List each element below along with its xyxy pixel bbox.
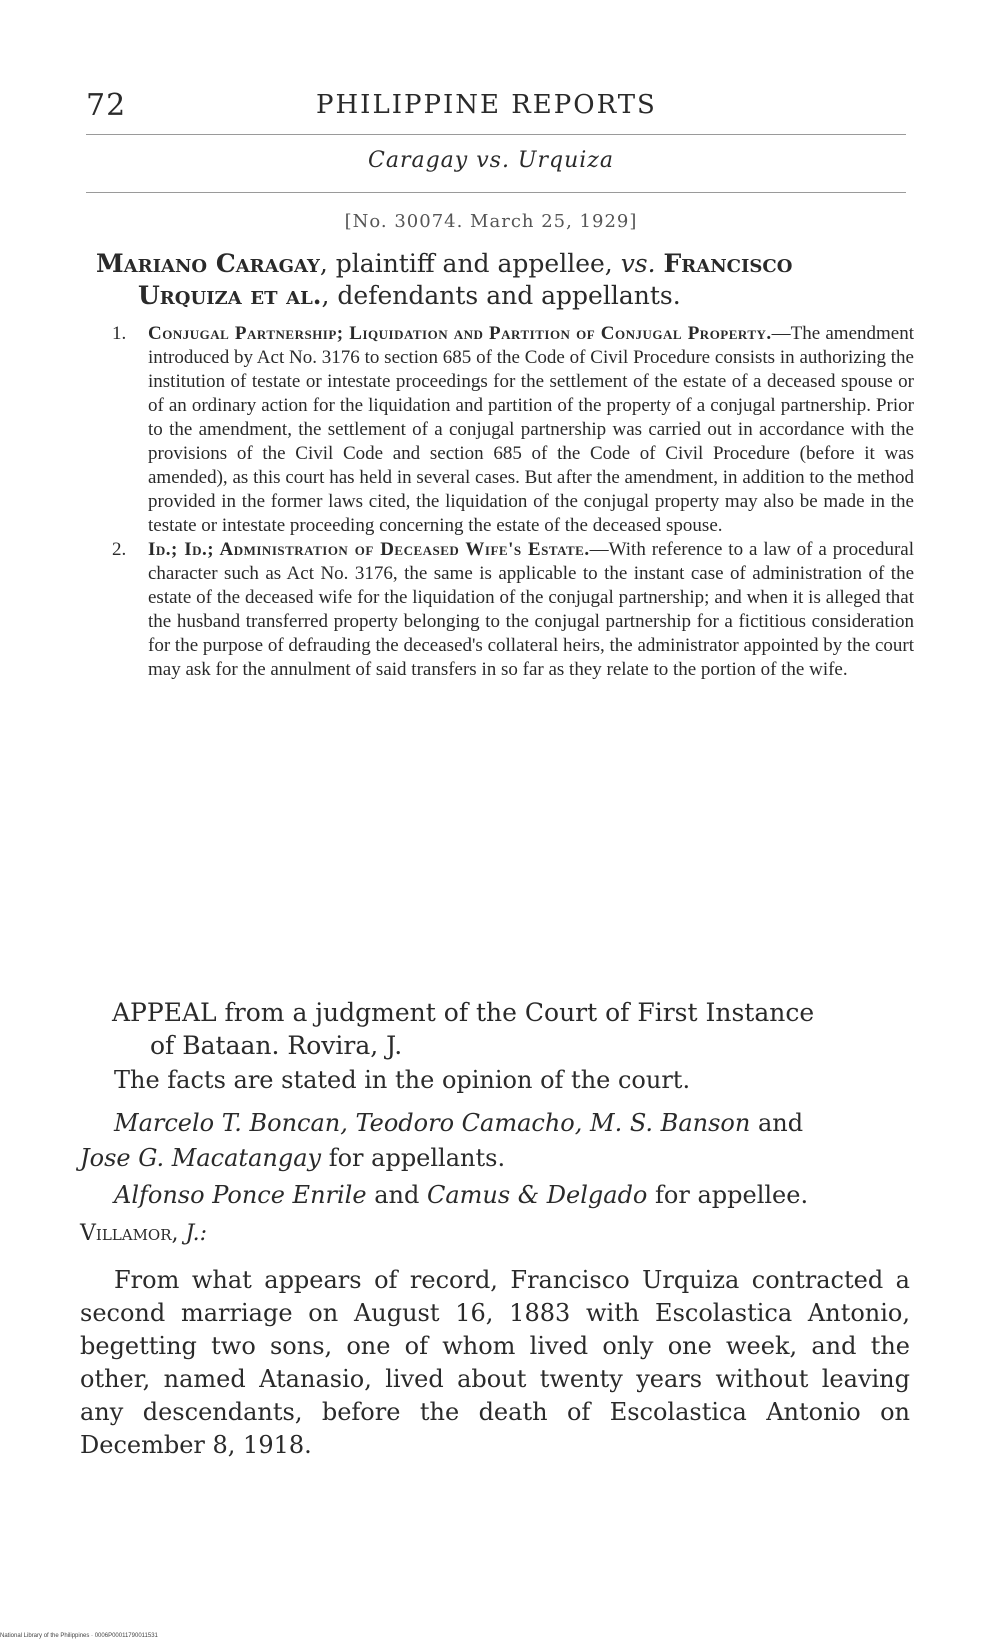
opinion-text: From what appears of record, Francisco Urquiza contracted a second marriage on August 16, 1883 with Escolastica Antonio, begetting two sons, one of whom lived only one week, and the other, named Atanasio, lived about twenty years without leaving any descendants, before the death of Escolastica Antonio on December 8, 1918. (80, 1266, 910, 1459)
appeal-line-2: of Bataan. Rovira, J. (150, 1031, 403, 1060)
running-head: PHILIPPINE REPORTS (316, 90, 657, 120)
author-suffix: J.: (185, 1221, 208, 1246)
appellant-counsel-role: for appellants. (321, 1144, 506, 1172)
facts-statement: The facts are stated in the opinion of the court. (114, 1066, 691, 1094)
syllabus-heading: Conjugal Partnership; Liquidation and Partition of Conjugal Property. (148, 323, 772, 344)
syllabus-number: 1. (112, 323, 127, 344)
page-number: 72 (86, 88, 127, 123)
syllabus-number: 2. (112, 539, 127, 560)
versus: vs. (620, 249, 656, 278)
opinion-author (80, 1221, 207, 1246)
page-header (86, 88, 906, 128)
defendant-role: , defendants and appellants. (321, 281, 681, 310)
syllabus-heading: Id.; Id.; Administration of Deceased Wife's Estate. (148, 539, 590, 560)
syllabus-item (84, 322, 914, 538)
author-name: Villamor, (80, 1221, 179, 1246)
appellee-counsel-role: for appellee. (647, 1181, 809, 1209)
defendant-surname: Urquiza et al. (138, 281, 322, 310)
appeal-line-1: APPEAL from a judgment of the Court of First Instance (112, 998, 815, 1027)
counsel-appellants (80, 1106, 912, 1176)
case-parties (96, 248, 906, 312)
appellant-counsel-and: and (750, 1109, 804, 1137)
appellant-counsel-name: Jose G. Macatangay (80, 1144, 322, 1172)
caption-rule (86, 192, 906, 193)
appellee-counsel-name-1: Alfonso Ponce Enrile (114, 1181, 367, 1209)
appellee-counsel-and: and (366, 1181, 427, 1209)
counsel-appellee (114, 1181, 914, 1209)
plaintiff-role: , plaintiff and appellee, (319, 249, 621, 278)
scan-footer: National Library of the Philippines · 0006P00011790011531 (0, 1633, 158, 1639)
defendant-first-name: Francisco (663, 249, 793, 278)
syllabus (84, 322, 914, 682)
header-rule (86, 134, 906, 135)
docket-line: [No. 30074. March 25, 1929] (344, 211, 638, 232)
syllabus-text: —The amendment introduced by Act No. 3176 to section 685 of the Code of Civil Procedure consists in authorizing the institution of testate or intestate proceedings for the settlement of the estate of a deceased spouse or of an ordinary action for the liquidation and partition of the property of a conjugal partnership. Prior to the amendment, the settlement of a conjugal partnership was carried out in accordance with the provisions of the Civil Code and section 685 of the Code of Civil Procedure (before it was amended), as this court has held in several cases. But after the amendment, in addition to the method provided in the former laws cited, the liquidation of the conjugal property may also be made in the testate or intestate proceeding concerning the estate of the deceased spouse. (148, 323, 914, 536)
syllabus-item (84, 538, 914, 682)
plaintiff-name: Mariano Caragay (96, 249, 320, 278)
syllabus-text: —With reference to a law of a procedural character such as Act No. 3176, the same is applicable to the instant case of administration of the estate of the deceased wife for the liquidation of the conjugal partnership; and when it is alleged that the husband transferred property belonging to the conjugal partnership for a fictitious consideration for the purpose of defrauding the deceased's collateral heirs, the administrator appointed by the court may ask for the annulment of said transfers in so far as they relate to the portion of the wife. (148, 539, 915, 680)
appellant-counsel-names: Marcelo T. Boncan, Teodoro Camacho, M. S. Banson (114, 1109, 751, 1137)
case-caption: Caragay vs. Urquiza (368, 148, 614, 173)
opinion-paragraph (80, 1264, 910, 1462)
appeal-statement (112, 996, 912, 1062)
appellee-counsel-name-2: Camus & Delgado (426, 1181, 648, 1209)
